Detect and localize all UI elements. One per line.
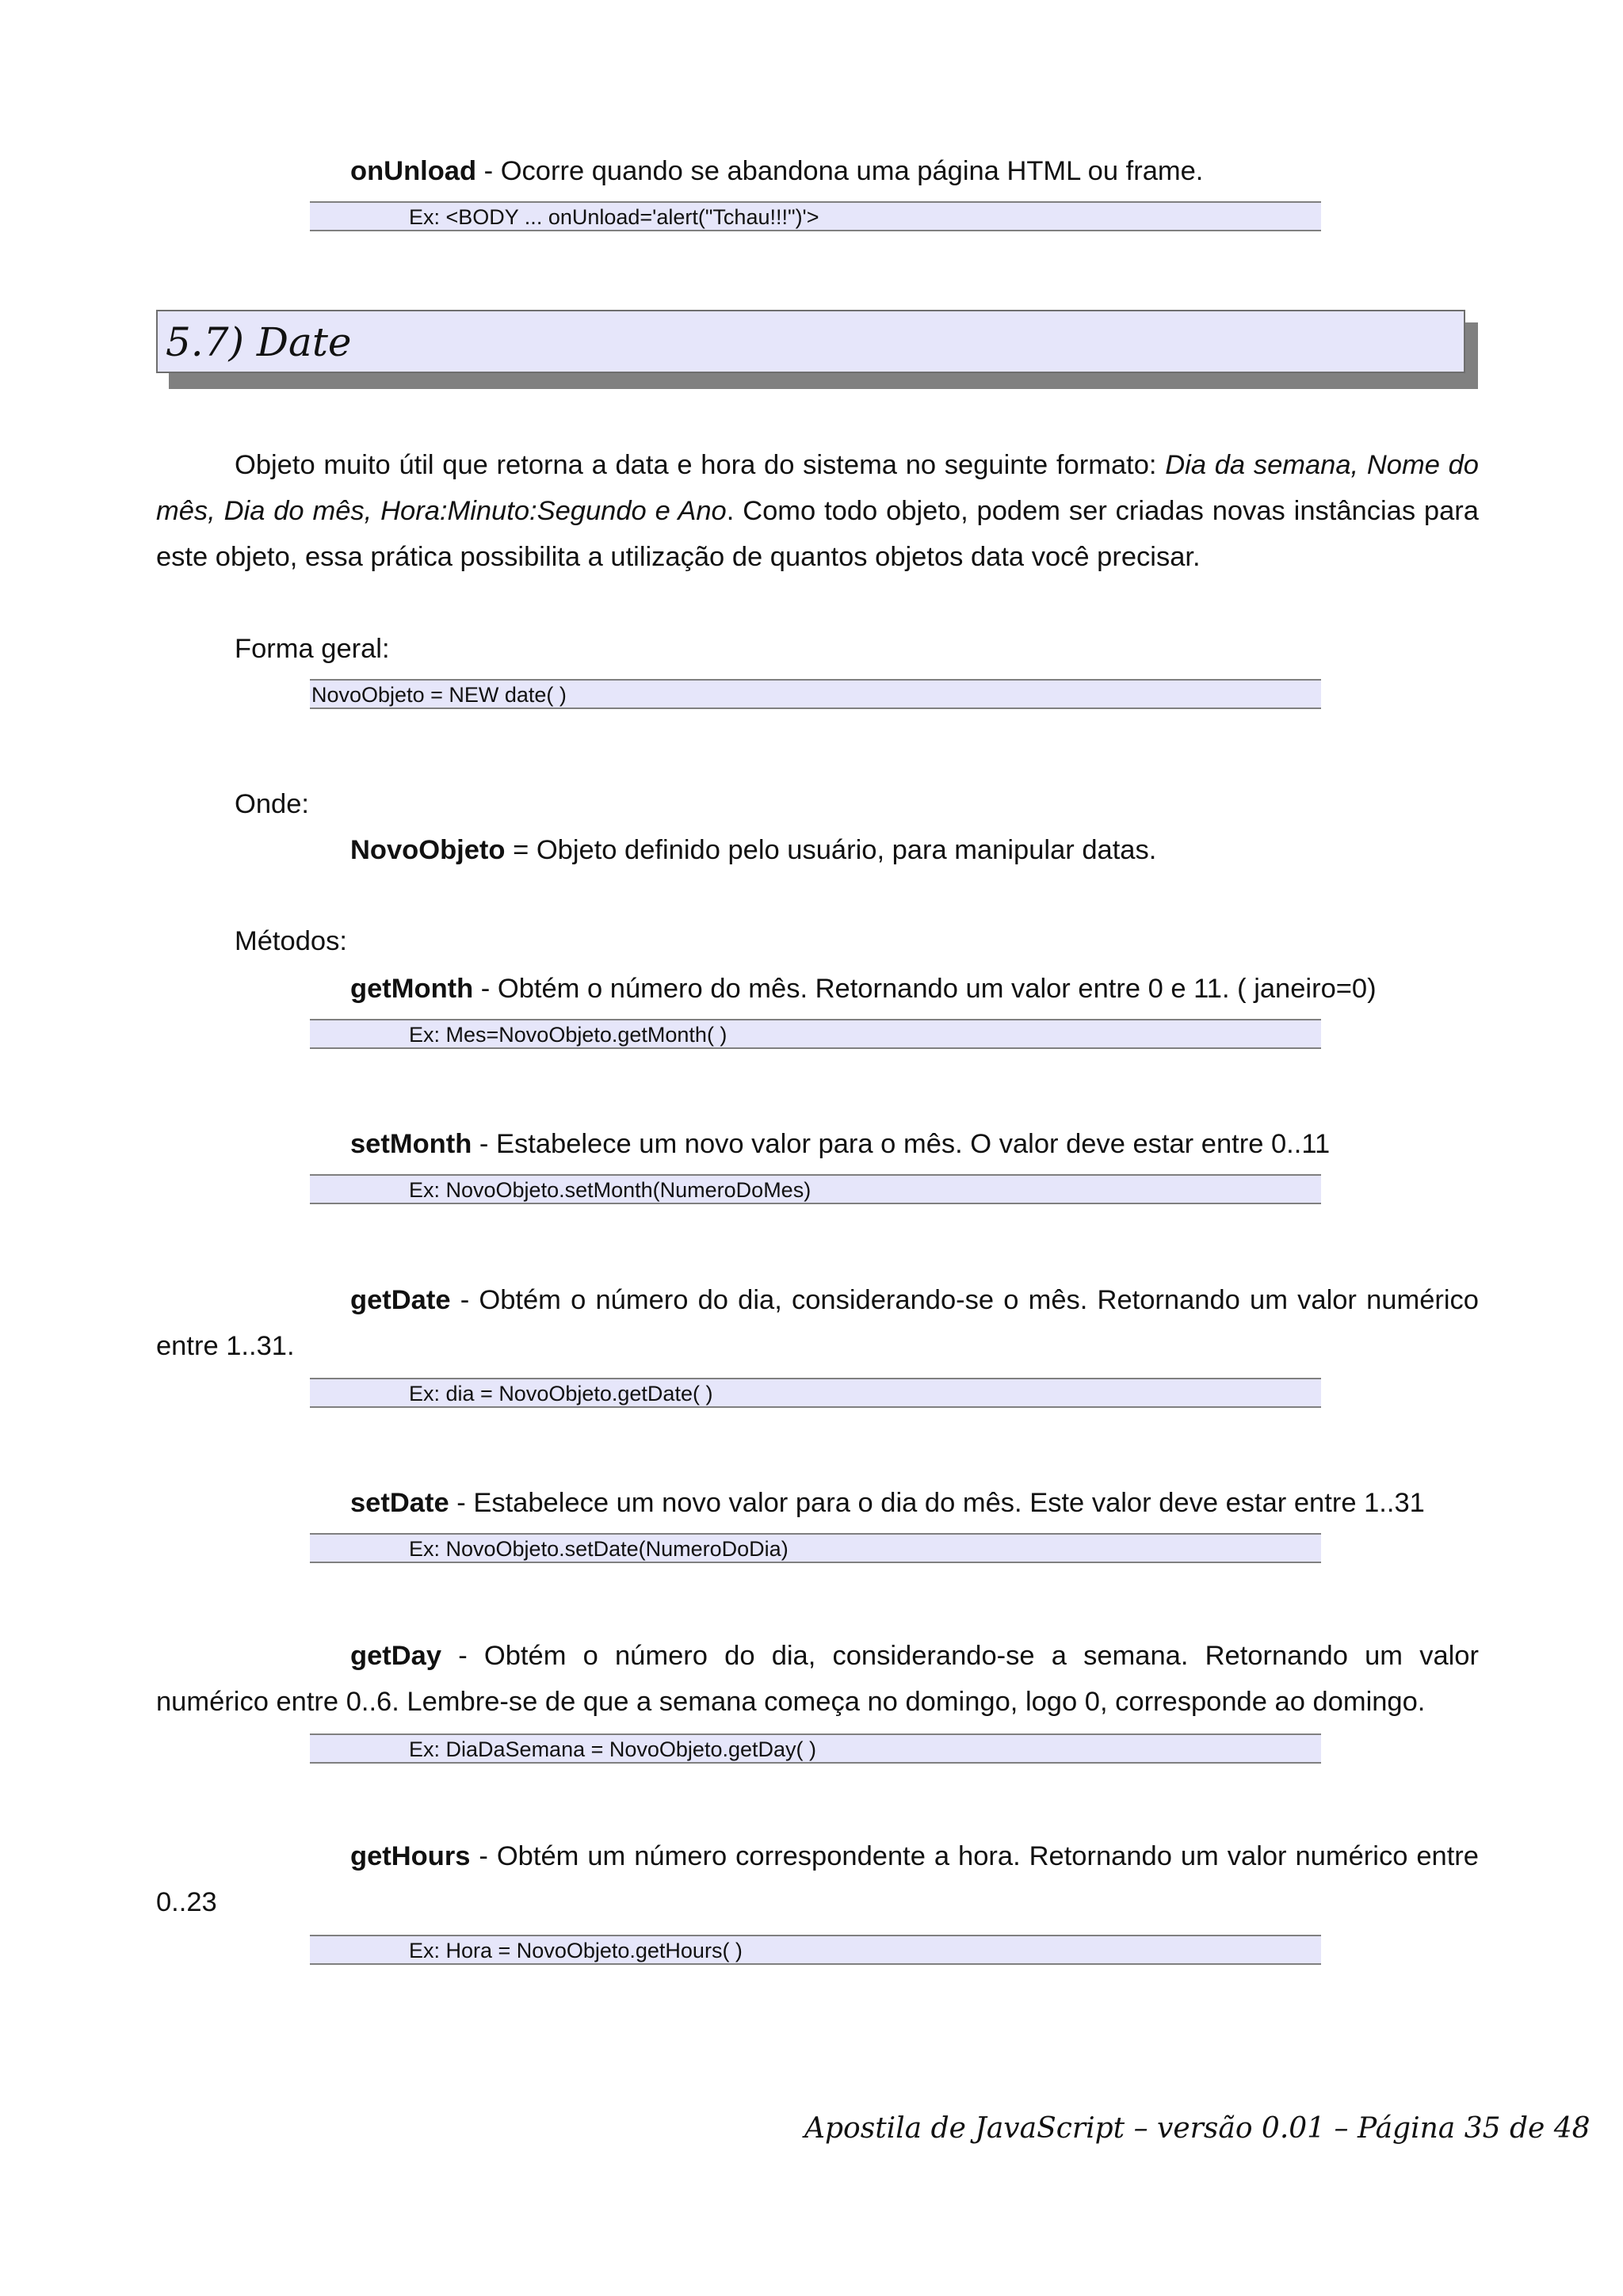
intro-italic: Dia da semana, Nome do (1165, 450, 1479, 480)
intro-italic: mês, Dia do mês, Hora:Minuto:Segundo e Ano (156, 496, 727, 526)
term-gethours: getHours (350, 1841, 471, 1871)
code-text: NovoObjeto = NEW date( ) (311, 683, 567, 707)
term-getday: getDay (350, 1641, 442, 1671)
intro-line-1 (156, 442, 1479, 488)
code-text: Ex: Hora = NovoObjeto.getHours( ) (409, 1939, 743, 1962)
section-heading (156, 310, 1465, 373)
onunload-line (350, 154, 1203, 189)
code-example-onunload (310, 201, 1321, 231)
method-setdate (350, 1486, 1425, 1520)
intro-line-2 (156, 488, 1479, 534)
intro-text: Objeto muito útil que retorna a data e hora do sistema no seguinte formato: (235, 450, 1166, 480)
code-text: Ex: dia = NovoObjeto.getDate( ) (409, 1382, 713, 1405)
code-example-getmonth (310, 1019, 1321, 1049)
intro-text: . Como todo objeto, podem ser criadas novas instâncias para (726, 496, 1479, 526)
where-label: Onde: (235, 789, 309, 819)
code-text: Ex: DiaDaSemana = NovoObjeto.getDay( ) (409, 1737, 816, 1761)
method-setmonth (350, 1127, 1330, 1161)
term-novoobjeto: NovoObjeto (350, 835, 506, 865)
code-text: Ex: NovoObjeto.setDate(NumeroDoDia) (409, 1537, 789, 1561)
onunload-description: - Ocorre quando se abandona uma página HTML ou frame. (476, 156, 1204, 186)
method-getmonth (350, 971, 1377, 1006)
general-form-label: Forma geral: (235, 634, 390, 664)
method-getday (156, 1633, 1479, 1679)
intro-line-3: este objeto, essa prática possibilita a utilização de quantos objetos data você precisar. (156, 542, 1201, 572)
term-setdate: setDate (350, 1488, 449, 1518)
code-text: Ex: Mes=NovoObjeto.getMonth( ) (409, 1023, 727, 1047)
code-example-getday (310, 1733, 1321, 1764)
term-setmonth: setMonth (350, 1129, 472, 1159)
code-text: Ex: <BODY ... onUnload='alert("Tchau!!!")'> (409, 205, 819, 229)
getday-continuation: numérico entre 0..6. Lembre-se de que a semana começa no domingo, logo 0, corresponde ao domingo. (156, 1687, 1426, 1717)
gethours-description: - Obtém um número correspondente a hora. Retornando um valor numérico entre (470, 1841, 1479, 1871)
setmonth-description: - Estabelece um novo valor para o mês. O valor deve estar entre 0..11 (472, 1129, 1331, 1159)
setdate-description: - Estabelece um novo valor para o dia do mês. Este valor deve estar entre 1..31 (449, 1488, 1425, 1518)
term-getmonth: getMonth (350, 974, 474, 1004)
code-example-setmonth (310, 1174, 1321, 1204)
page-footer: Apostila de JavaScript – versão 0.01 – Página 35 de 48 (804, 2112, 1591, 2145)
gethours-continuation: 0..23 (156, 1887, 217, 1917)
code-example-setdate (310, 1533, 1321, 1563)
getdate-continuation: entre 1..31. (156, 1331, 295, 1361)
methods-label: Métodos: (235, 926, 347, 956)
getday-description: - Obtém o número do dia, considerando-se a semana. Retornando um valor (441, 1641, 1479, 1671)
where-description: = Objeto definido pelo usuário, para manipular datas. (505, 835, 1157, 865)
getmonth-description: - Obtém o número do mês. Retornando um valor entre 0 e 11. ( janeiro=0) (473, 974, 1377, 1004)
where-line (350, 833, 1156, 868)
getdate-description: - Obtém o número do dia, considerando-se o mês. Retornando um valor numérico (450, 1285, 1479, 1315)
code-example-general-form (310, 679, 1321, 709)
method-getdate (156, 1277, 1479, 1323)
code-text: Ex: NovoObjeto.setMonth(NumeroDoMes) (409, 1178, 812, 1202)
code-example-gethours (310, 1935, 1321, 1965)
term-onunload: onUnload (350, 156, 477, 186)
method-gethours (156, 1833, 1479, 1879)
section-heading-text: 5.7) Date (166, 319, 352, 365)
code-example-getdate (310, 1378, 1321, 1408)
term-getdate: getDate (350, 1285, 451, 1315)
